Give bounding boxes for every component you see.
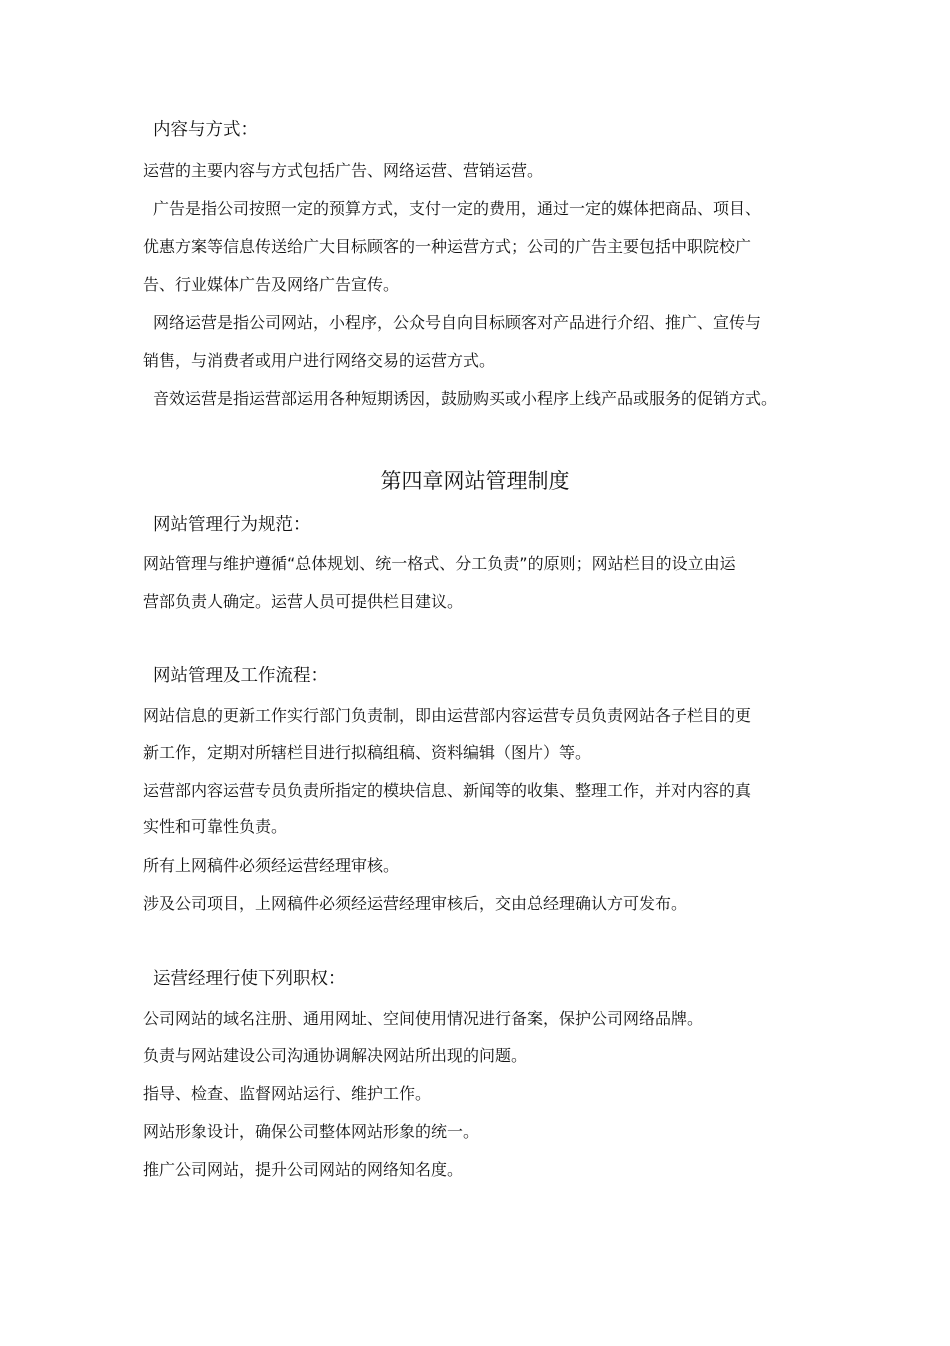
chapter-title: 第四章网站管理制度 bbox=[380, 469, 570, 493]
paragraph-line: 推广公司网站，提升公司网站的网络知名度。 bbox=[143, 1160, 464, 1179]
paragraph-line: 公司网站的域名注册、通用网址、空间使用情况进行备案，保护公司网络品牌。 bbox=[143, 1009, 704, 1028]
paragraph-line: 实性和可靠性负责。 bbox=[143, 817, 288, 836]
paragraph-line: 销售，与消费者或用户进行网络交易的运营方式。 bbox=[143, 351, 496, 370]
paragraph-line: 网站形象设计，确保公司整体网站形象的统一。 bbox=[143, 1122, 480, 1141]
paragraph-line: 所有上网稿件必须经运营经理审核。 bbox=[143, 856, 400, 875]
paragraph-line: 优惠方案等信息传送给广大目标顾客的一种运营方式；公司的广告主要包括中职院校广 bbox=[143, 237, 752, 256]
section-heading-website-workflow: 网站管理及工作流程： bbox=[153, 666, 328, 686]
section-heading-content-methods: 内容与方式： bbox=[153, 120, 258, 140]
paragraph-line: 网站管理与维护遵循“总体规划、统一格式、分工负责”的原则；网站栏目的设立由运 bbox=[143, 554, 736, 573]
paragraph-line: 网站信息的更新工作实行部门负责制，即由运营部内容运营专员负责网站各子栏目的更 bbox=[143, 706, 752, 725]
paragraph-line: 运营部内容运营专员负责所指定的模块信息、新闻等的收集、整理工作，并对内容的真 bbox=[143, 781, 752, 800]
paragraph-line: 广告是指公司按照一定的预算方式，支付一定的费用，通过一定的媒体把商品、项目、 bbox=[153, 199, 762, 218]
paragraph-line: 运营的主要内容与方式包括广告、网络运营、营销运营。 bbox=[143, 161, 544, 180]
paragraph-line: 新工作，定期对所辖栏目进行拟稿组稿、资料编辑（图片）等。 bbox=[143, 743, 592, 762]
paragraph-line: 负责与网站建设公司沟通协调解决网站所出现的问题。 bbox=[143, 1046, 528, 1065]
paragraph-line: 涉及公司项目，上网稿件必须经运营经理审核后，交由总经理确认方可发布。 bbox=[143, 894, 688, 913]
paragraph-line: 营部负责人确定。运营人员可提供栏目建议。 bbox=[143, 592, 464, 611]
paragraph-line: 指导、检查、监督网站运行、维护工作。 bbox=[143, 1084, 432, 1103]
section-heading-website-conduct: 网站管理行为规范： bbox=[153, 515, 311, 535]
paragraph-line: 音效运营是指运营部运用各种短期诱因，鼓励购买或小程序上线产品或服务的促销方式。 bbox=[153, 389, 778, 408]
paragraph-line: 告、行业媒体广告及网络广告宣传。 bbox=[143, 275, 400, 294]
paragraph-line: 网络运营是指公司网站，小程序，公众号自向目标顾客对产品进行介绍、推广、宣传与 bbox=[153, 313, 762, 332]
section-heading-manager-authority: 运营经理行使下列职权： bbox=[153, 969, 346, 989]
